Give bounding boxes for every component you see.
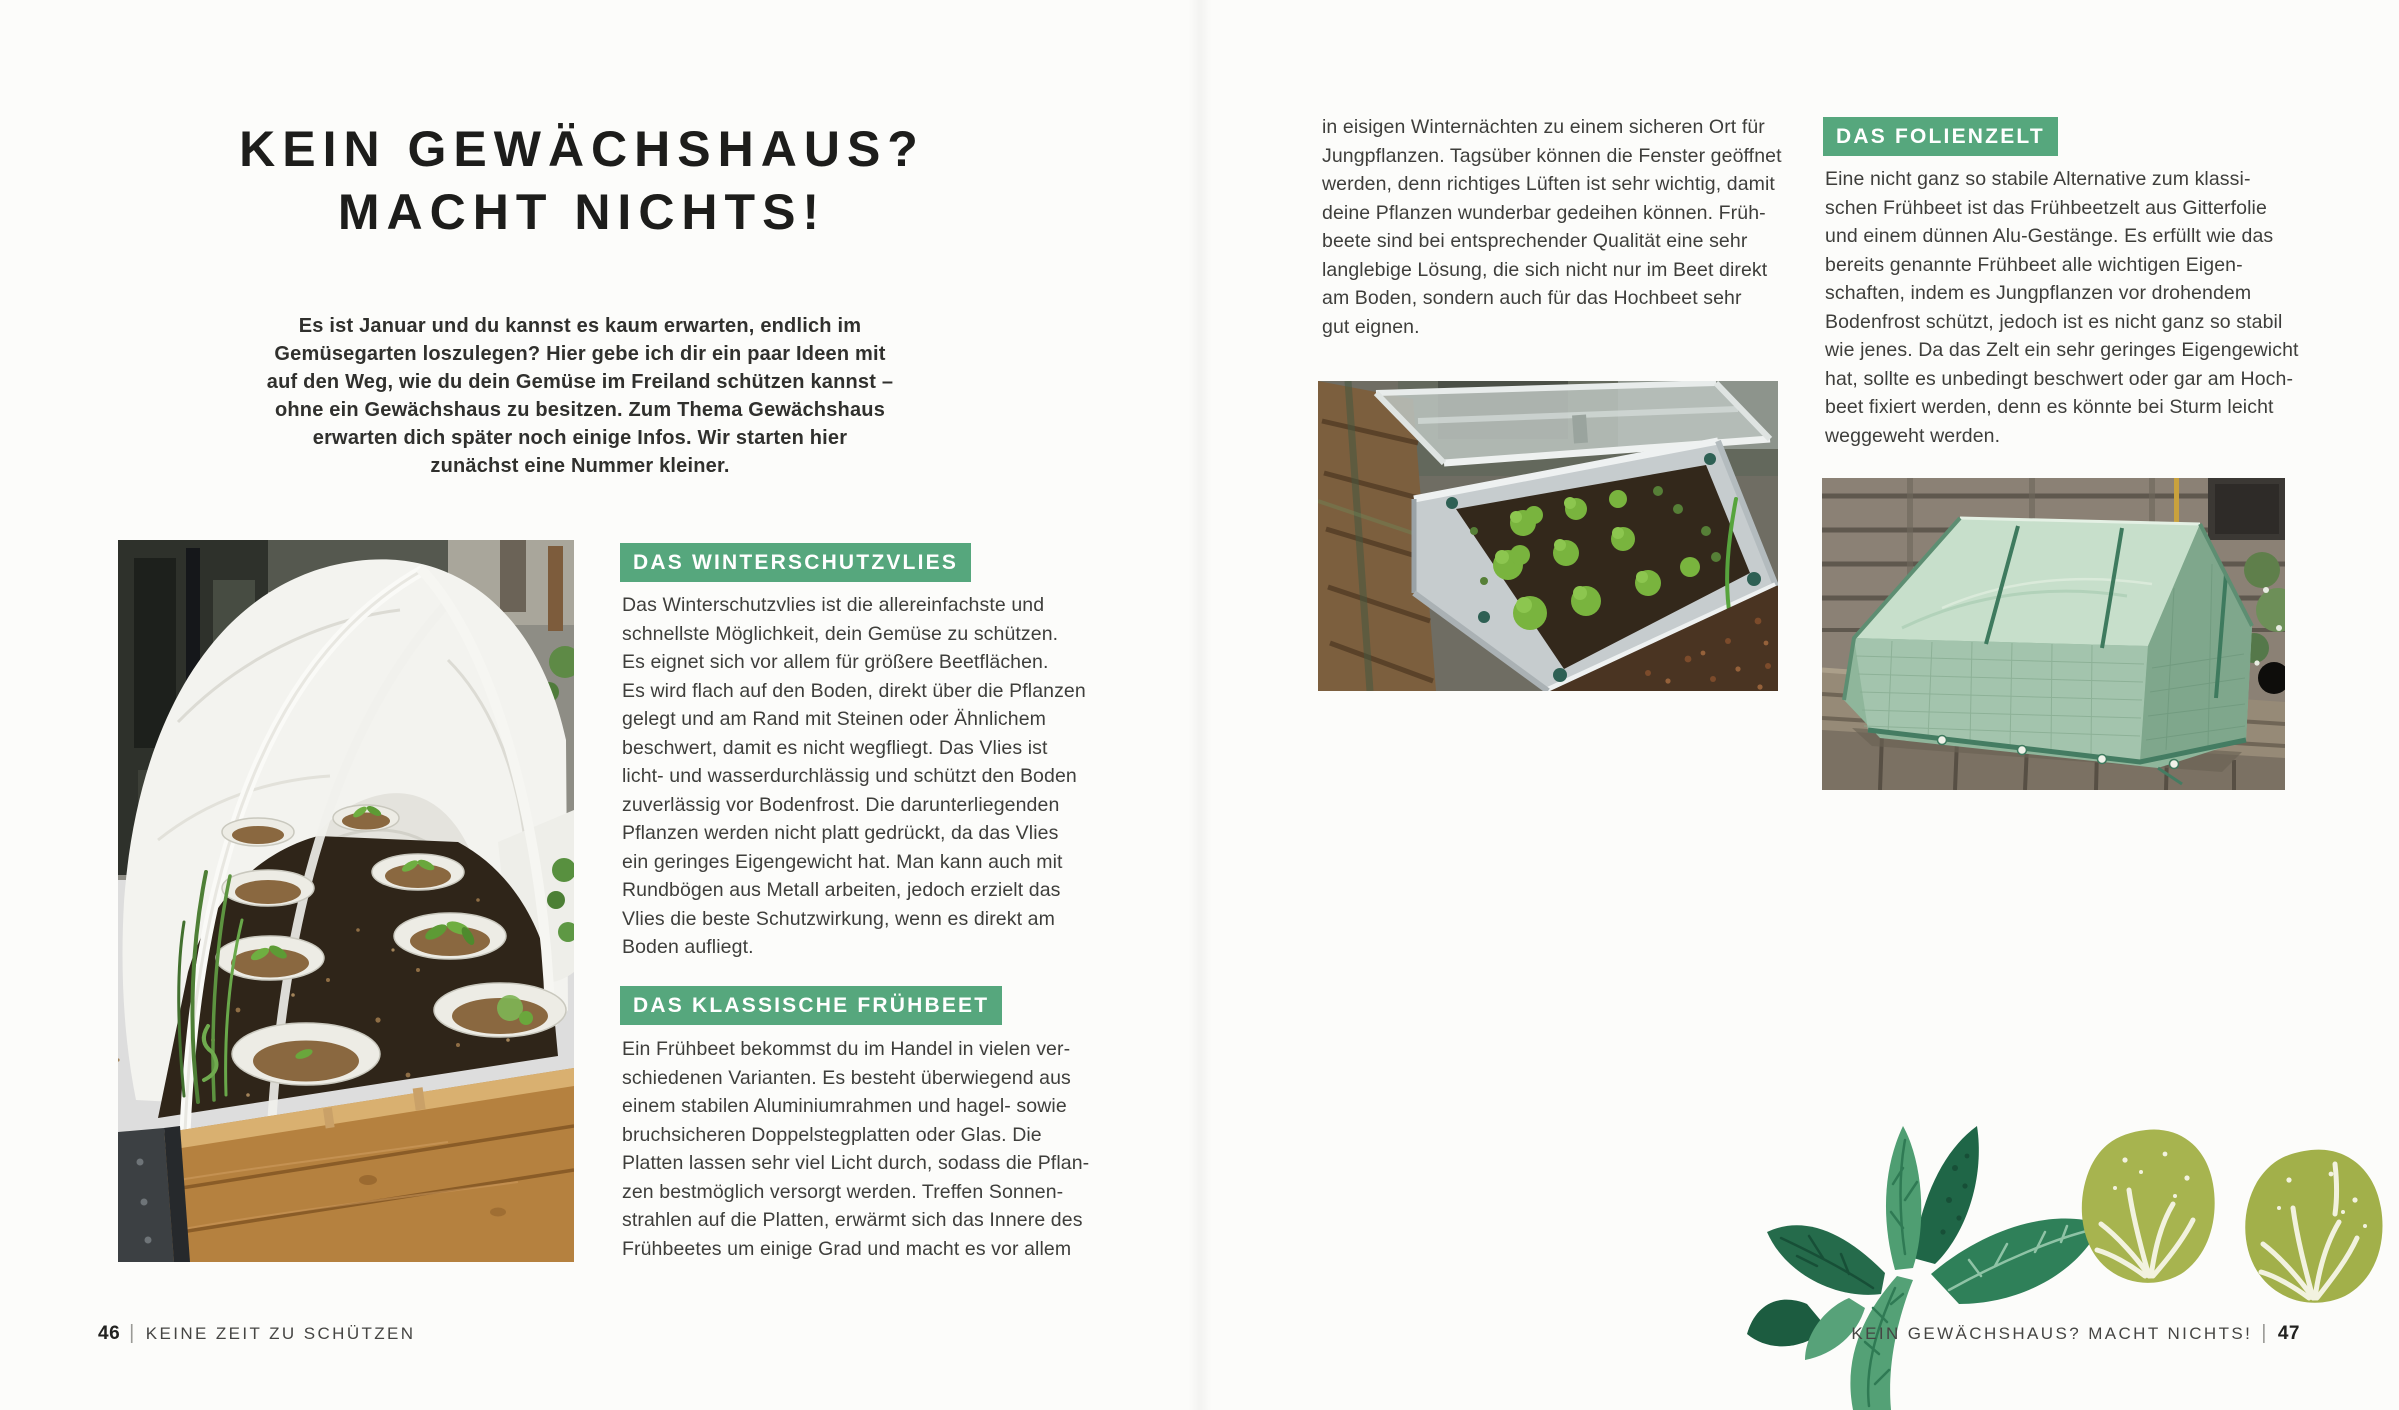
page-number-left: 46	[98, 1323, 121, 1344]
intro-paragraph: Es ist Januar und du kannst es kaum erwarten, endlich im Gemüsegarten loszulegen? Hier gebe ich dir ein paar Ideen mit auf den Weg, wie du dein Gemüse im Freiland schützen kannst – ohne ein Gewächshaus zu besitzen. Zum Thema Gewächshaus erwarten dich später noch einige Infos. Wir starten hier zunächst eine Nummer kleiner.	[266, 315, 894, 477]
green-heading-band: DAS WINTERSCHUTZVLIES	[620, 543, 971, 582]
page-number-right: 47	[2277, 1323, 2300, 1344]
page-gutter	[1188, 0, 1212, 1410]
section-body-winterschutzvlies: Das Winterschutzvlies ist die allereinfachste und schnellste Möglichkeit, dein Gemüse zu schützen. Es eignet sich vor allem für größere Beetflächen. Es wird flach auf den Boden, direkt über die Pflanzen gelegt und am Rand mit Steinen oder Ähnlichem beschwert, damit es nicht wegfliegt. Das Vlies ist licht- und wasserdurchlässig und schützt den Boden zuverlässig vor Bodenfrost. Die darunterliegenden Pflanzen werden nicht platt gedrückt, da das Vlies ein geringes Eigengewicht hat. Man kann auch mit Rundbögen aus Metall arbeiten, jedoch erzielt das Vlies die beste Schutzwirkung, wenn es direkt am Boden aufliegt.	[622, 594, 1086, 958]
section-heading-folienzelt	[1823, 117, 2058, 156]
section-heading-winterschutzvlies	[620, 543, 971, 582]
page-title	[232, 118, 932, 244]
page-title-line1: KEIN GEWÄCHSHAUS?	[239, 121, 925, 177]
footer-left	[98, 1322, 415, 1345]
decorative-vegetable-illustration	[1745, 1108, 2399, 1410]
photo-cold-frame	[1318, 381, 1778, 691]
chapter-title-left: KEINE ZEIT ZU SCHÜTZEN	[145, 1324, 416, 1343]
green-heading-band: DAS KLASSISCHE FRÜHBEET	[620, 986, 1002, 1025]
section-body-folienzelt: Eine nicht ganz so stabile Alternative zum klassi- schen Frühbeet ist das Frühbeetzelt aus Gitterfolie und einem dünnen Alu-Gestänge. Es erfüllt wie das bereits genannte Frühbeet alle wichtigen Eigen- schaften, indem es Jungpflanzen vor drohendem Bodenfrost schützt, jedoch ist es nicht ganz so stabil wie jenes. Da das Zelt ein sehr geringes Eigengewicht hat, sollte es unbedingt beschwert oder gar am Hoch- beet fixiert werden, denn es könnte bei Sturm leicht weggeweht werden.	[1825, 168, 2299, 447]
leafy-greens-illustration	[1747, 1126, 2101, 1410]
section-body-fruehbeet: Ein Frühbeet bekommst du im Handel in vielen ver- schiedenen Varianten. Es besteht überwiegend aus einem stabilen Aluminiumrahmen und hagel- sowie bruchsicheren Doppelstegplatten oder Glas. Die Platten lassen sehr viel Licht durch, sodass die Pflan- zen bestmöglich versorgt werden. Treffen Sonnen- strahlen auf die Platten, erwärmt sich das Innere des Frühbeetes um einige Grad und macht es vor allem	[622, 1038, 1090, 1260]
photo-fleece-raised-bed	[118, 540, 574, 1262]
green-heading-band: DAS FOLIENZELT	[1823, 117, 2058, 156]
section-heading-fruehbeet	[620, 986, 1002, 1025]
footer-right	[1851, 1322, 2300, 1345]
page-title-line2: MACHT NICHTS!	[337, 184, 827, 240]
cabbage-illustration-1	[2082, 1130, 2215, 1283]
photo-foil-tent	[1822, 478, 2285, 790]
footer-separator: |	[129, 1322, 137, 1344]
footer-separator: |	[2261, 1322, 2269, 1344]
continuation-text: in eisigen Winternächten zu einem sicheren Ort für Jungpflanzen. Tagsüber können die Fenster geöffnet werden, denn richtiges Lüften ist sehr wichtig, damit deine Pflanzen wunderbar gedeihen können. Früh- beete sind bei entsprechender Qualität eine sehr langlebige Lösung, die sich nicht nur im Beet direkt am Boden, sondern auch für das Hochbeet sehr gut eignen.	[1322, 116, 1782, 338]
metal-corner-bracket	[118, 1126, 190, 1262]
cabbage-illustration-2	[2245, 1150, 2382, 1303]
chapter-title-right: KEIN GEWÄCHSHAUS? MACHT NICHTS!	[1851, 1324, 2253, 1343]
